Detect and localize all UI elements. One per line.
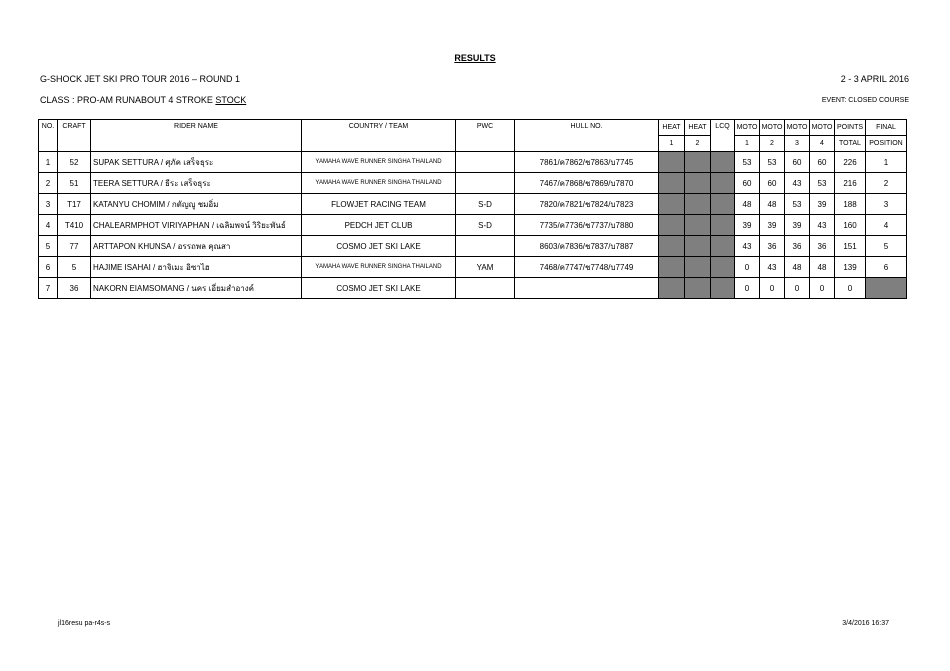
cell-pwc — [456, 236, 515, 257]
cell-hull: 7820/ค7821/ช7824/บ7823 — [515, 194, 659, 215]
cell-pwc: S-D — [456, 215, 515, 236]
cell-position: 4 — [866, 215, 907, 236]
cell-heat-2 — [685, 215, 711, 236]
cell-position — [866, 278, 907, 299]
class-stock-label: STOCK — [215, 95, 247, 105]
cell-no: 1 — [39, 152, 58, 173]
cell-heat-1 — [659, 278, 685, 299]
cell-lcq — [711, 257, 735, 278]
col-moto-2: MOTO — [760, 120, 785, 136]
cell-total: 188 — [835, 194, 866, 215]
cell-craft: 36 — [58, 278, 91, 299]
cell-moto-4: 39 — [810, 194, 835, 215]
cell-position: 1 — [866, 152, 907, 173]
cell-total: 0 — [835, 278, 866, 299]
cell-no: 3 — [39, 194, 58, 215]
cell-team: PEDCH JET CLUB — [302, 215, 456, 236]
cell-total: 216 — [835, 173, 866, 194]
cell-hull: 7467/ค7868/ช7869/บ7870 — [515, 173, 659, 194]
col-hull-no: HULL NO. — [515, 120, 659, 152]
cell-lcq — [711, 173, 735, 194]
cell-hull: 8603/ค7836/ช7837/บ7887 — [515, 236, 659, 257]
cell-craft: T410 — [58, 215, 91, 236]
cell-moto-3: 53 — [785, 194, 810, 215]
cell-no: 2 — [39, 173, 58, 194]
cell-hull: 7861/ค7862/ช7863/บ7745 — [515, 152, 659, 173]
col-craft: CRAFT — [58, 120, 91, 152]
footer-file-id: jl16resu pa-r4s-s — [58, 620, 111, 627]
cell-pwc — [456, 152, 515, 173]
cell-rider: SUPAK SETTURA / ศุภัค เสร็จธุระ — [91, 152, 302, 173]
table-row — [39, 215, 907, 236]
cell-team: YAMAHA WAVE RUNNER SINGHA THAILAND — [302, 152, 456, 173]
cell-heat-1 — [659, 215, 685, 236]
cell-moto-1: 0 — [735, 278, 760, 299]
cell-moto-2: 39 — [760, 215, 785, 236]
col-points-total: TOTAL — [835, 136, 866, 152]
col-moto-4-number: 4 — [810, 136, 835, 152]
cell-moto-2: 36 — [760, 236, 785, 257]
col-pwc: PWC — [456, 120, 515, 152]
footer-timestamp: 3/4/2016 16:37 — [842, 620, 889, 627]
cell-moto-1: 43 — [735, 236, 760, 257]
col-moto-4: MOTO — [810, 120, 835, 136]
class-line — [40, 95, 246, 105]
cell-lcq — [711, 278, 735, 299]
table-row — [39, 257, 907, 278]
event-dates: 2 - 3 APRIL 2016 — [840, 74, 909, 84]
cell-heat-2 — [685, 152, 711, 173]
cell-heat-1 — [659, 152, 685, 173]
cell-moto-2: 43 — [760, 257, 785, 278]
cell-moto-1: 39 — [735, 215, 760, 236]
cell-team: YAMAHA WAVE RUNNER SINGHA THAILAND — [302, 257, 456, 278]
cell-rider: HAJIME ISAHAI / ฮาจิเมะ อิซาไฮ — [91, 257, 302, 278]
cell-rider: ARTTAPON KHUNSA / อรรถพล คุณสา — [91, 236, 302, 257]
col-points: POINTS — [835, 120, 866, 136]
page-title: RESULTS — [454, 53, 496, 63]
cell-moto-4: 53 — [810, 173, 835, 194]
event-name: G-SHOCK JET SKI PRO TOUR 2016 – ROUND 1 — [40, 74, 241, 84]
cell-heat-1 — [659, 257, 685, 278]
cell-no: 4 — [39, 215, 58, 236]
cell-moto-3: 0 — [785, 278, 810, 299]
cell-lcq — [711, 194, 735, 215]
cell-no: 6 — [39, 257, 58, 278]
table-row — [39, 236, 907, 257]
col-heat-2-number: 2 — [685, 136, 711, 152]
cell-team: YAMAHA WAVE RUNNER SINGHA THAILAND — [302, 173, 456, 194]
cell-heat-2 — [685, 173, 711, 194]
cell-moto-3: 39 — [785, 215, 810, 236]
cell-no: 5 — [39, 236, 58, 257]
cell-hull — [515, 278, 659, 299]
cell-heat-2 — [685, 194, 711, 215]
cell-craft: 52 — [58, 152, 91, 173]
cell-position: 2 — [866, 173, 907, 194]
cell-position: 6 — [866, 257, 907, 278]
cell-heat-2 — [685, 257, 711, 278]
col-rider-name: RIDER NAME — [91, 120, 302, 152]
cell-heat-2 — [685, 278, 711, 299]
col-heat-2: HEAT — [685, 120, 711, 136]
cell-total: 160 — [835, 215, 866, 236]
class-label: CLASS : PRO-AM RUNABOUT 4 STROKE — [40, 95, 213, 105]
cell-craft: T17 — [58, 194, 91, 215]
col-heat-1: HEAT — [659, 120, 685, 136]
col-moto-3: MOTO — [785, 120, 810, 136]
table-row — [39, 278, 907, 299]
table-row — [39, 173, 907, 194]
cell-heat-1 — [659, 236, 685, 257]
cell-moto-2: 60 — [760, 173, 785, 194]
col-lcq: LCQ — [711, 120, 735, 152]
col-moto-1-number: 1 — [735, 136, 760, 152]
cell-rider: TEERA SETTURA / ธีระ เสร็จธุระ — [91, 173, 302, 194]
cell-hull: 7468/ค7747/ช7748/บ7749 — [515, 257, 659, 278]
cell-rider: KATANYU CHOMIM / กตัญญู ชมอิ่ม — [91, 194, 302, 215]
cell-total: 226 — [835, 152, 866, 173]
col-final: FINAL — [866, 120, 907, 136]
cell-pwc: S-D — [456, 194, 515, 215]
cell-total: 151 — [835, 236, 866, 257]
results-table — [38, 119, 907, 299]
cell-lcq — [711, 152, 735, 173]
cell-moto-1: 0 — [735, 257, 760, 278]
cell-rider: NAKORN EIAMSOMANG / นคร เอี่ยมสำอางค์ — [91, 278, 302, 299]
cell-no: 7 — [39, 278, 58, 299]
cell-lcq — [711, 236, 735, 257]
cell-hull: 7735/ค7736/ช7737/บ7880 — [515, 215, 659, 236]
cell-lcq — [711, 215, 735, 236]
cell-moto-4: 48 — [810, 257, 835, 278]
cell-craft: 51 — [58, 173, 91, 194]
cell-craft: 5 — [58, 257, 91, 278]
cell-moto-4: 60 — [810, 152, 835, 173]
col-moto-2-number: 2 — [760, 136, 785, 152]
cell-moto-4: 36 — [810, 236, 835, 257]
cell-moto-4: 0 — [810, 278, 835, 299]
table-row — [39, 194, 907, 215]
cell-craft: 77 — [58, 236, 91, 257]
cell-moto-1: 60 — [735, 173, 760, 194]
col-moto-3-number: 3 — [785, 136, 810, 152]
cell-moto-4: 43 — [810, 215, 835, 236]
col-moto-1: MOTO — [735, 120, 760, 136]
cell-heat-1 — [659, 173, 685, 194]
cell-rider: CHALEARMPHOT VIRIYAPHAN / เฉลิมพจน์ วิริยะพันธ์ — [91, 215, 302, 236]
cell-moto-3: 48 — [785, 257, 810, 278]
event-venue: EVENT: CLOSED COURSE — [821, 97, 909, 104]
cell-pwc — [456, 173, 515, 194]
cell-moto-2: 0 — [760, 278, 785, 299]
cell-pwc: YAM — [456, 257, 515, 278]
col-no: NO. — [39, 120, 58, 152]
cell-heat-2 — [685, 236, 711, 257]
col-heat-1-number: 1 — [659, 136, 685, 152]
cell-moto-2: 53 — [760, 152, 785, 173]
cell-moto-3: 60 — [785, 152, 810, 173]
cell-moto-1: 53 — [735, 152, 760, 173]
cell-moto-3: 43 — [785, 173, 810, 194]
cell-heat-1 — [659, 194, 685, 215]
cell-total: 139 — [835, 257, 866, 278]
cell-team: COSMO JET SKI LAKE — [302, 236, 456, 257]
cell-team: FLOWJET RACING TEAM — [302, 194, 456, 215]
cell-moto-2: 48 — [760, 194, 785, 215]
cell-moto-1: 48 — [735, 194, 760, 215]
cell-pwc — [456, 278, 515, 299]
cell-moto-3: 36 — [785, 236, 810, 257]
col-final-position: POSITION — [866, 136, 907, 152]
cell-team: COSMO JET SKI LAKE — [302, 278, 456, 299]
cell-position: 3 — [866, 194, 907, 215]
col-country-team: COUNTRY / TEAM — [302, 120, 456, 152]
cell-position: 5 — [866, 236, 907, 257]
table-row — [39, 152, 907, 173]
